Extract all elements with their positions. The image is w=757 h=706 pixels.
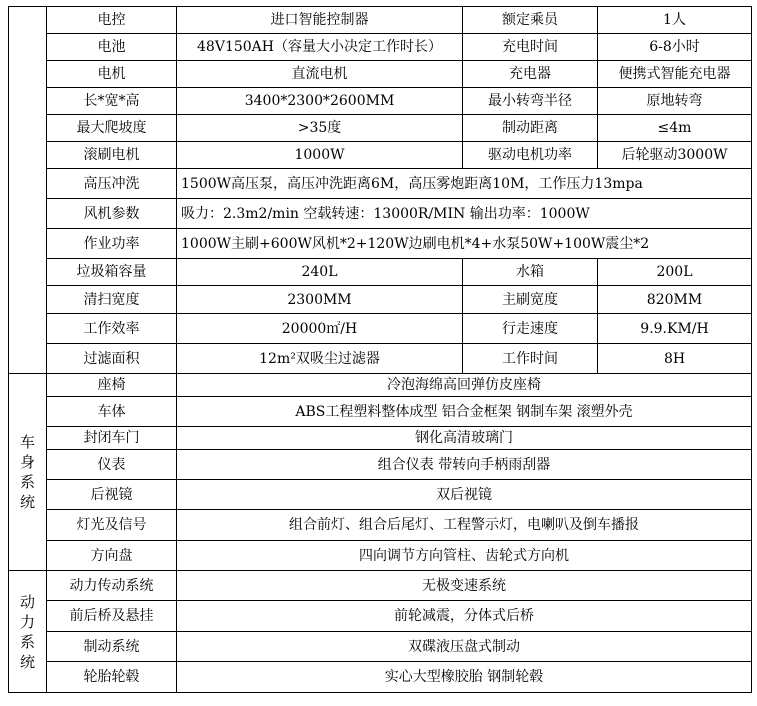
table-row: [9, 229, 752, 259]
spec-label: 驱动电机功率: [463, 142, 598, 169]
spec-value: 后轮驱动3000W: [598, 142, 752, 169]
spec-value: 20000㎡/H: [177, 314, 463, 344]
spec-value: ≤4m: [598, 115, 752, 142]
group-char: 统: [19, 493, 35, 511]
spec-label: 后视镜: [47, 480, 177, 510]
spec-label: 水箱: [463, 259, 598, 286]
spec-label: 封闭车门: [47, 427, 177, 450]
table-row: [9, 541, 752, 571]
spec-value: 1000W: [177, 142, 463, 169]
group-label-power-system: [9, 571, 47, 693]
spec-value: 1500W高压泵，高压冲洗距离6M，高压雾炮距离10M，工作压力13mpa: [177, 169, 752, 199]
spec-value: 3400*2300*2600MM: [177, 88, 463, 115]
spec-value: 无极变速系统: [177, 571, 752, 601]
spec-value: 9.9.KM/H: [598, 314, 752, 344]
spec-value: 组合前灯、组合后尾灯、工程警示灯，电喇叭及倒车播报: [177, 510, 752, 541]
group-char: 统: [19, 652, 35, 671]
spec-label: 主刷宽度: [463, 286, 598, 314]
table-row: [9, 450, 752, 480]
spec-label: 滚刷电机: [47, 142, 177, 169]
spec-value: 组合仪表 带转向手柄雨刮器: [177, 450, 752, 480]
spec-label: 高压冲洗: [47, 169, 177, 199]
spec-value: 8H: [598, 344, 752, 374]
spec-value: 48V150AH（容量大小决定工作时长）: [177, 34, 463, 61]
group-char: 身: [19, 453, 35, 471]
spec-label: 电池: [47, 34, 177, 61]
spec-label: 充电器: [463, 61, 598, 88]
spec-value: >35度: [177, 115, 463, 142]
spec-label: 充电时间: [463, 34, 598, 61]
blank-group-cell: [9, 7, 47, 374]
spec-value: 进口智能控制器: [177, 7, 463, 34]
spec-label: 灯光及信号: [47, 510, 177, 541]
table-row: [9, 286, 752, 314]
table-row: [9, 88, 752, 115]
table-row: [9, 115, 752, 142]
spec-label: 仪表: [47, 450, 177, 480]
spec-label: 垃圾箱容量: [47, 259, 177, 286]
spec-value: 原地转弯: [598, 88, 752, 115]
spec-label: 轮胎轮毂: [47, 662, 177, 693]
spec-label: 最大爬坡度: [47, 115, 177, 142]
table-row: [9, 169, 752, 199]
table-row: [9, 632, 752, 662]
spec-label: 座椅: [47, 374, 177, 397]
spec-label: 方向盘: [47, 541, 177, 571]
spec-label: 工作效率: [47, 314, 177, 344]
spec-table: [8, 6, 752, 693]
spec-value: 200L: [598, 259, 752, 286]
table-row: [9, 34, 752, 61]
spec-value: 双后视镜: [177, 480, 752, 510]
spec-label: 电机: [47, 61, 177, 88]
spec-value: 四向调节方向管柱、齿轮式方向机: [177, 541, 752, 571]
spec-value: 实心大型橡胶胎 钢制轮毂: [177, 662, 752, 693]
spec-value: 820MM: [598, 286, 752, 314]
spec-label: 制动距离: [463, 115, 598, 142]
table-row: [9, 601, 752, 632]
spec-value: 钢化高清玻璃门: [177, 427, 752, 450]
table-row: [9, 7, 752, 34]
spec-label: 作业功率: [47, 229, 177, 259]
spec-label: 清扫宽度: [47, 286, 177, 314]
group-char: 系: [19, 473, 35, 491]
table-row: [9, 397, 752, 427]
table-row: [9, 142, 752, 169]
spec-value: 2300MM: [177, 286, 463, 314]
table-row: [9, 199, 752, 229]
group-char: 系: [19, 632, 35, 651]
spec-value: ABS工程塑料整体成型 铝合金框架 钢制车架 滚塑外壳: [177, 397, 752, 427]
table-row: [9, 314, 752, 344]
spec-value: 前轮减震，分体式后桥: [177, 601, 752, 632]
table-row: [9, 571, 752, 601]
group-char: 动: [19, 592, 35, 611]
table-row: [9, 662, 752, 693]
spec-value: 吸力：2.3m2/min 空载转速：13000R/MIN 输出功率：1000W: [177, 199, 752, 229]
spec-value: 直流电机: [177, 61, 463, 88]
spec-label: 车体: [47, 397, 177, 427]
spec-value: 1000W主刷+600W风机*2+120W边刷电机*4+水泵50W+100W震尘*2: [177, 229, 752, 259]
spec-label: 电控: [47, 7, 177, 34]
spec-label: 工作时间: [463, 344, 598, 374]
spec-label: 额定乘员: [463, 7, 598, 34]
table-row: [9, 480, 752, 510]
spec-value: 冷泡海绵高回弹仿皮座椅: [177, 374, 752, 397]
spec-value: 240L: [177, 259, 463, 286]
group-char: 车: [19, 433, 35, 451]
group-char: 力: [19, 612, 35, 631]
spec-value: 6-8小时: [598, 34, 752, 61]
spec-value: 1人: [598, 7, 752, 34]
spec-label: 制动系统: [47, 632, 177, 662]
table-row: [9, 61, 752, 88]
table-row: [9, 510, 752, 541]
spec-label: 行走速度: [463, 314, 598, 344]
table-row: [9, 259, 752, 286]
table-row: [9, 427, 752, 450]
spec-label: 最小转弯半径: [463, 88, 598, 115]
table-row: [9, 344, 752, 374]
table-row: [9, 374, 752, 397]
spec-value: 12m²双吸尘过滤器: [177, 344, 463, 374]
group-label-body-system: [9, 374, 47, 571]
spec-label: 动力传动系统: [47, 571, 177, 601]
spec-label: 长*宽*高: [47, 88, 177, 115]
spec-label: 前后桥及悬挂: [47, 601, 177, 632]
spec-value: 双碟液压盘式制动: [177, 632, 752, 662]
spec-label: 过滤面积: [47, 344, 177, 374]
spec-value: 便携式智能充电器: [598, 61, 752, 88]
spec-label: 风机参数: [47, 199, 177, 229]
